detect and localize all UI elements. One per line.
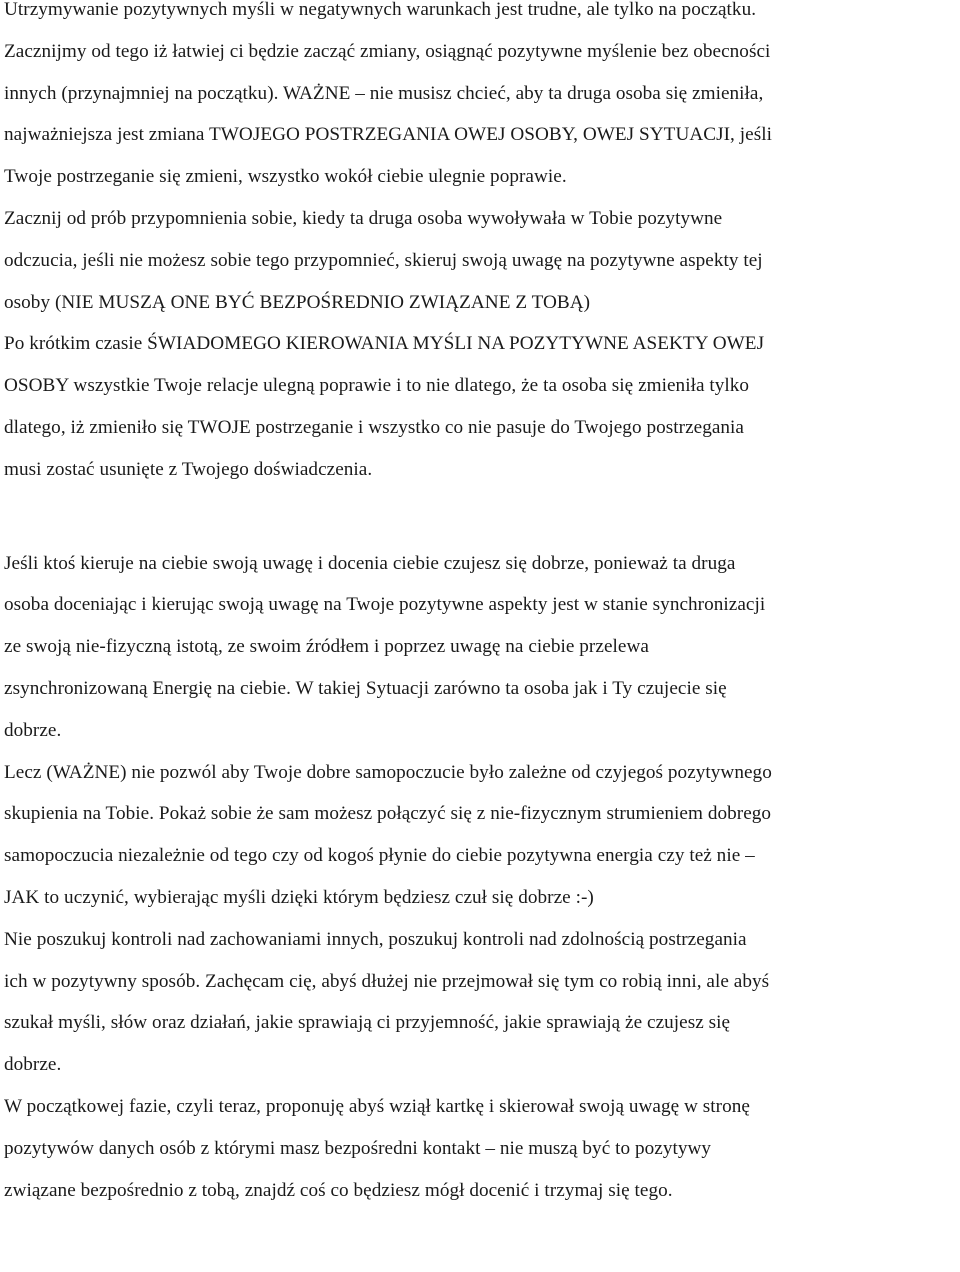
text-line: szukał myśli, słów oraz działań, jakie sprawiają ci przyjemność, jakie sprawiają że czujesz się [4, 1012, 731, 1034]
text-line: innych (przynajmniej na początku). WAŻNE – nie musisz chcieć, aby ta druga osoba się zmieniła, [4, 82, 764, 104]
document-page [4, 0, 960, 1211]
paragraph-2 [4, 31, 960, 198]
text-line: osoba doceniając i kierując swoją uwagę na Twoje pozytywne aspekty jest w stanie synchronizacji [4, 594, 766, 616]
text-line: związane bezpośrednio z tobą, znajdź coś co będziesz mógł docenić i trzymaj się tego. [4, 1179, 673, 1201]
text-line: musi zostać usunięte z Twojego doświadczenia. [4, 458, 373, 480]
paragraph-8 [4, 1086, 960, 1211]
text-line: Zacznijmy od tego iż łatwiej ci będzie zacząć zmiany, osiągnąć pozytywne myślenie bez obecności [4, 40, 771, 62]
text-line: dobrze. [4, 1054, 62, 1076]
text-line: Utrzymywanie pozytywnych myśli w negatywnych warunkach jest trudne, ale tylko na początku. [4, 0, 757, 20]
text-line: najważniejsza jest zmiana TWOJEGO POSTRZEGANIA OWEJ OSOBY, OWEJ SYTUACJI, jeśli [4, 124, 772, 146]
text-line: dobrze. [4, 719, 62, 741]
text-line: zsynchronizowaną Energię na ciebie. W takiej Sytuacji zarówno ta osoba jak i Ty czujecie się [4, 677, 727, 699]
text-line: Zacznij od prób przypomnienia sobie, kiedy ta druga osoba wywoływała w Tobie pozytywne [4, 207, 723, 229]
text-line: ze swoją nie-fizyczną istotą, ze swoim źródłem i poprzez uwagę na ciebie przelewa [4, 636, 649, 658]
paragraph-4 [4, 323, 960, 490]
paragraph-3 [4, 198, 960, 323]
text-line: osoby (NIE MUSZĄ ONE BYĆ BEZPOŚREDNIO ZWIĄZANE Z TOBĄ) [4, 291, 591, 313]
text-line: Jeśli ktoś kieruje na ciebie swoją uwagę i docenia ciebie czujesz się dobrze, ponieważ ta druga [4, 552, 736, 574]
paragraph-7 [4, 919, 960, 1086]
text-line: skupienia na Tobie. Pokaż sobie że sam możesz połączyć się z nie-fizycznym strumieniem dobrego [4, 803, 772, 825]
text-line: Po krótkim czasie ŚWIADOMEGO KIEROWANIA MYŚLI NA POZYTYWNE ASEKTY OWEJ [4, 333, 765, 355]
text-line: JAK to uczynić, wybierając myśli dzięki którym będziesz czuł się dobrze :-) [4, 886, 594, 908]
paragraph-5 [4, 543, 960, 752]
text-line: ich w pozytywny sposób. Zachęcam cię, abyś dłużej nie przejmował się tym co robią inni, ale abyś [4, 970, 770, 992]
text-line: OSOBY wszystkie Twoje relacje ulegną poprawie i to nie dlatego, że ta osoba się zmieniła tylko [4, 375, 750, 397]
paragraph-6 [4, 752, 960, 919]
text-line: pozytywów danych osób z którymi masz bezpośredni kontakt – nie muszą być to pozytywy [4, 1137, 712, 1159]
text-line: odczucia, jeśli nie możesz sobie tego przypomnieć, skieruj swoją uwagę na pozytywne aspekty tej [4, 249, 763, 271]
text-line: dlatego, iż zmieniło się TWOJE postrzeganie i wszystko co nie pasuje do Twojego postrzegania [4, 416, 744, 438]
text-line: Twoje postrzeganie się zmieni, wszystko wokół ciebie ulegnie poprawie. [4, 166, 567, 188]
text-line: W początkowej fazie, czyli teraz, proponuję abyś wziął kartkę i skierował swoją uwagę w stronę [4, 1095, 750, 1117]
text-line: samopoczucia niezależnie od tego czy od kogoś płynie do ciebie pozytywna energia czy też nie – [4, 845, 755, 867]
paragraph-1 [4, 0, 960, 31]
text-line: Lecz (WAŻNE) nie pozwól aby Twoje dobre samopoczucie było zależne od czyjegoś pozytywnego [4, 761, 772, 783]
text-line: Nie poszukuj kontroli nad zachowaniami innych, poszukuj kontroli nad zdolnością postrzegania [4, 928, 747, 950]
